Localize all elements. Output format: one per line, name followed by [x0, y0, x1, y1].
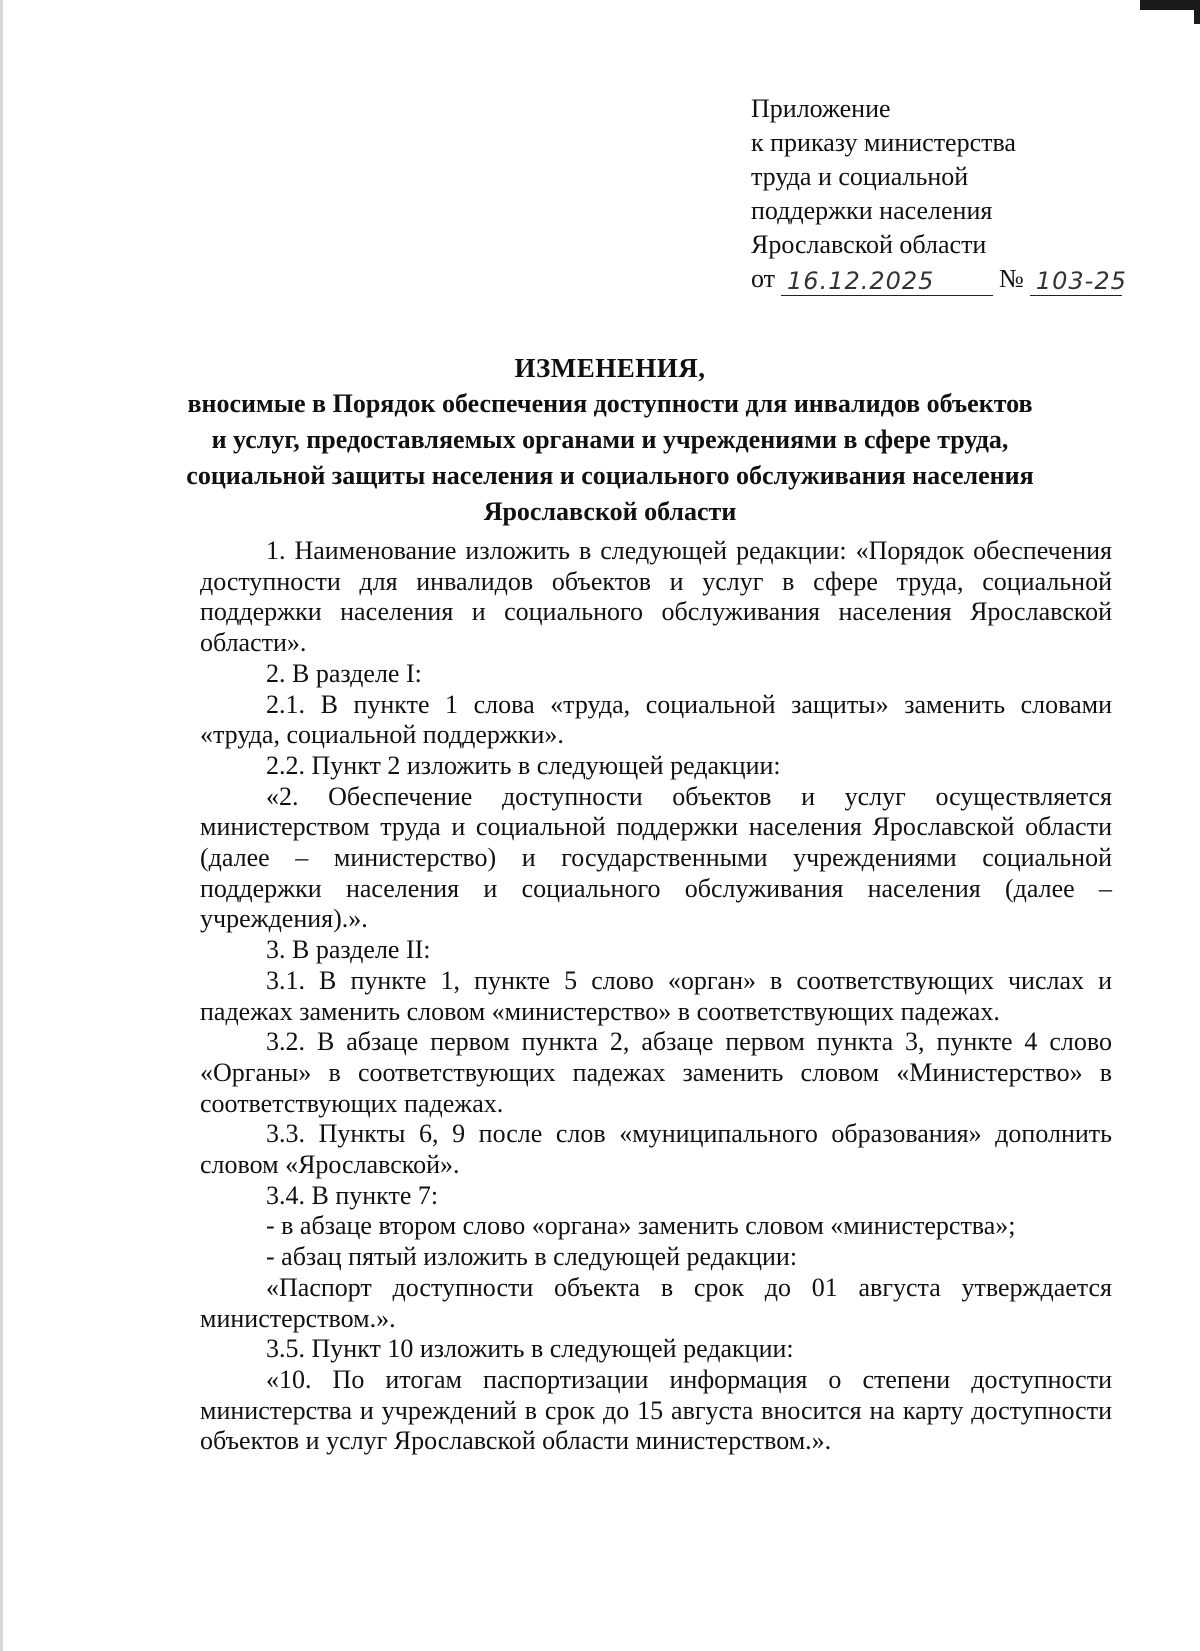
paragraph: 2. В разделе I: — [266, 658, 422, 688]
handwritten-date: 16.12.2025 — [781, 267, 993, 296]
scan-edge-left — [0, 0, 3, 1651]
scan-edge-top-right — [1140, 0, 1200, 10]
appendix-line: Ярославской области — [751, 230, 987, 259]
appendix-line: труда и социальной — [751, 162, 969, 191]
document-body — [200, 536, 1112, 1457]
date-number-line — [751, 262, 1131, 296]
paragraph: «2. Обеспечение доступности объектов и услуг осуществляется министерством труда и социальной поддержки населения Ярославской области (далее – министерство) и государственными учреждениями социальной поддержки населения и социального обслуживания населения (далее – учреждения).». — [200, 781, 1112, 934]
number-label: № — [999, 264, 1024, 293]
paragraph: «10. По итогам паспортизации информация о степени доступности министерства и учреждений в срок до 15 августа вносится на карту доступности объектов и услуг Ярославской области министерством.». — [200, 1364, 1112, 1456]
document-title — [180, 350, 1040, 530]
title-subtitle-line: и услуг, предоставляемых органами и учреждениями в сфере труда, — [211, 425, 1009, 454]
paragraph: - абзац пятый изложить в следующей редакции: — [266, 1242, 798, 1272]
paragraph: 3.2. В абзаце первом пункта 2, абзаце первом пункта 3, пункте 4 слово «Органы» в соответствующих падежах заменить словом «Министерство» в соответствующих падежах. — [200, 1027, 1112, 1118]
title-subtitle-line: социальной защиты населения и социального обслуживания населения — [186, 461, 1034, 490]
title-main: ИЗМЕНЕНИЯ, — [514, 353, 706, 383]
scan-edge-top-right-tick — [1194, 10, 1200, 24]
appendix-line: поддержки населения — [751, 196, 993, 225]
appendix-line: к приказу министерства — [751, 128, 1016, 157]
paragraph: 3.5. Пункт 10 изложить в следующей редакции: — [266, 1334, 794, 1364]
paragraph: «Паспорт доступности объекта в срок до 01 августа утверждается министерством.». — [200, 1272, 1112, 1333]
paragraph: 1. Наименование изложить в следующей редакции: «Порядок обеспечения доступности для инвалидов объектов и услуг в сфере труда, социальной поддержки населения и социального обслуживания населения Ярославской области». — [200, 536, 1112, 658]
appendix-block — [751, 92, 1131, 296]
paragraph: 3.4. В пункте 7: — [266, 1180, 439, 1210]
title-subtitle-line: вносимые в Порядок обеспечения доступности для инвалидов объектов — [187, 389, 1033, 418]
paragraph: 3. В разделе II: — [266, 935, 431, 965]
title-subtitle-line: Ярославской области — [483, 497, 737, 526]
appendix-line: Приложение — [751, 94, 891, 123]
paragraph: 3.3. Пункты 6, 9 после слов «муниципального образования» дополнить словом «Ярославской». — [200, 1119, 1112, 1180]
paragraph: 2.2. Пункт 2 изложить в следующей редакции: — [266, 750, 781, 780]
date-prefix: от — [751, 264, 776, 293]
paragraph: 3.1. В пункте 1, пункте 5 слово «орган» в соответствующих числах и падежах заменить словом «министерство» в соответствующих падежах. — [200, 965, 1112, 1026]
paragraph: 2.1. В пункте 1 слова «труда, социальной защиты» заменить словами «труда, социальной поддержки». — [200, 689, 1112, 750]
handwritten-number: 103-25 — [1030, 267, 1122, 296]
paragraph: - в абзаце втором слово «органа» заменить словом «министерства»; — [266, 1211, 1016, 1241]
